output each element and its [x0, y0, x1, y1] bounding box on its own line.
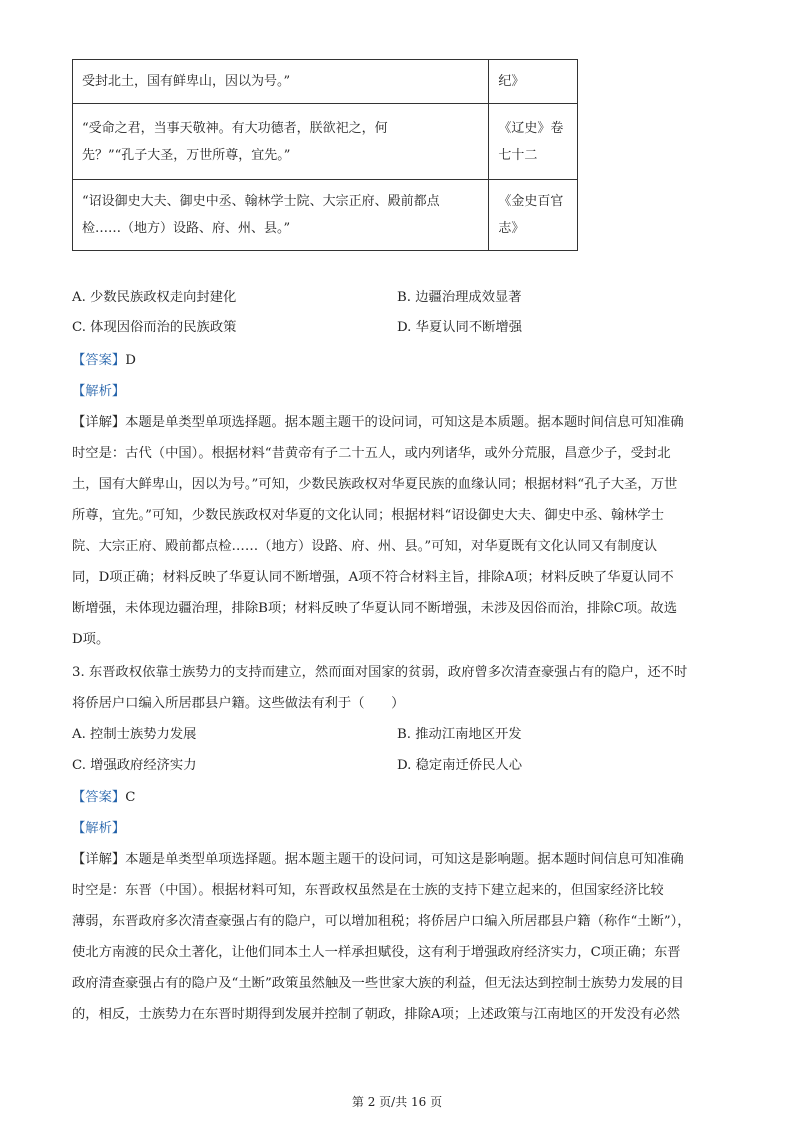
analysis-tag: 【解析】: [72, 821, 126, 836]
detail-line: 院、大宗正府、殿前都点检……（地方）设路、府、州、县。”可知，对华夏既有文化认同又有制度认: [72, 539, 658, 554]
analysis-tag: 【解析】: [72, 384, 126, 399]
source-line: 志》: [498, 221, 525, 236]
detail-line: 时空是：东晋（中国）。根据材料可知，东晋政权虽然是在士族的支持下建立起来的，但国家经济比较: [72, 883, 664, 898]
detail-line: 所尊，宜先。”可知，少数民族政权对华夏的文化认同；根据材料“诏设御史大夫、御史中丞、翰林学士: [72, 508, 665, 523]
answer-value: C: [125, 790, 136, 805]
detail-line: 【详解】本题是单类型单项选择题。据本题主题干的设问词，可知这是本质题。据本题时间信息可知准确: [72, 415, 684, 430]
source-table: [72, 59, 578, 251]
source-line: 《金史百官: [498, 194, 564, 209]
answer-line: [72, 353, 136, 369]
detail-line: D项。: [72, 632, 110, 647]
option-a: A. 控制士族势力发展: [72, 727, 197, 742]
answer-bracket: （ ）: [351, 696, 405, 711]
option-d: D. 华夏认同不断增强: [397, 320, 523, 335]
answer-tag: 【答案】: [72, 353, 126, 368]
detail-line: 使北方南渡的民众土著化，让他们同本土人一样承担赋役，这有利于增强政府经济实力，C项正确；东晋: [72, 945, 681, 960]
table-cell-quote: [73, 104, 489, 180]
source-line: 《辽史》卷: [498, 120, 564, 136]
option-a: A. 少数民族政权走向封建化: [72, 290, 237, 305]
answer-value: D: [125, 353, 136, 368]
table-row: [73, 180, 578, 251]
detail-line: 土，国有大鲜卑山，因以为号。”可知，少数民族政权对华夏民族的血缘认同；根据材料“孔子大圣，万世: [72, 477, 678, 492]
question-stem: [72, 696, 404, 712]
detail-line: 同，D项正确；材料反映了华夏认同不断增强，A项不符合材料主旨，排除A项；材料反映了华夏认同不: [72, 570, 674, 585]
quote-line: 先？”“孔子大圣，万世所尊，宜先。”: [82, 147, 291, 163]
option-b: B. 边疆治理成效显著: [397, 290, 522, 305]
detail-line: 的，相反，士族势力在东晋时期得到发展并控制了朝政，排除A项；上述政策与江南地区的开发没有必然: [72, 1007, 680, 1022]
option-c: C. 体现因俗而治的民族政策: [72, 320, 237, 335]
question-stem: 3. 东晋政权依靠士族势力的支持而建立，然而面对国家的贫弱，政府曾多次清查豪强占有的隐户，还不时: [72, 665, 688, 680]
option-b: B. 推动江南地区开发: [397, 727, 522, 742]
detail-line: 政府清查豪强占有的隐户及“土断”政策虽然触及一些世家大族的利益，但无法达到控制士族势力发展的目: [72, 976, 684, 991]
quote-line: 检……（地方）设路、府、州、县。”: [82, 221, 291, 236]
detail-line: 薄弱，东晋政府多次清查豪强占有的隐户，可以增加租税；将侨居户口编入所居郡县户籍（称作“土断”），: [72, 914, 691, 929]
question-stem-text: 将侨居户口编入所居郡县户籍。这些做法有利于: [72, 696, 352, 711]
table-cell-source: [489, 180, 578, 251]
table-cell-source: 纪》: [489, 60, 578, 104]
detail-line: 时空是：古代（中国）。根据材料“昔黄帝有子二十五人，或内列诸华，或外分荒服，昌意少子，受封北: [72, 446, 671, 461]
table-row: [73, 60, 578, 104]
table-cell-source: [489, 104, 578, 180]
detail-line: 【详解】本题是单类型单项选择题。据本题主题干的设问词，可知这是影响题。据本题时间信息可知准确: [72, 852, 684, 867]
quote-line: “受命之君，当事天敬神。有大功德者，朕欲祀之，何: [82, 120, 388, 136]
answer-line: [72, 790, 135, 806]
quote-line: “诏设御史大夫、御史中丞、翰林学士院、大宗正府、殿前都点: [82, 194, 440, 209]
source-line: 七十二: [498, 147, 538, 163]
table-row: [73, 104, 578, 180]
table-cell-quote: [73, 180, 489, 251]
detail-line: 断增强，未体现边疆治理，排除B项；材料反映了华夏认同不断增强，未涉及因俗而治，排除C项。故选: [72, 601, 678, 616]
page-footer: 第 2 页/共 16 页: [351, 1095, 443, 1109]
table-cell-quote: 受封北土，国有鲜卑山，因以为号。”: [73, 60, 489, 104]
answer-tag: 【答案】: [72, 790, 126, 805]
option-d: D. 稳定南迁侨民人心: [397, 758, 523, 773]
option-c: C. 增强政府经济实力: [72, 758, 197, 773]
